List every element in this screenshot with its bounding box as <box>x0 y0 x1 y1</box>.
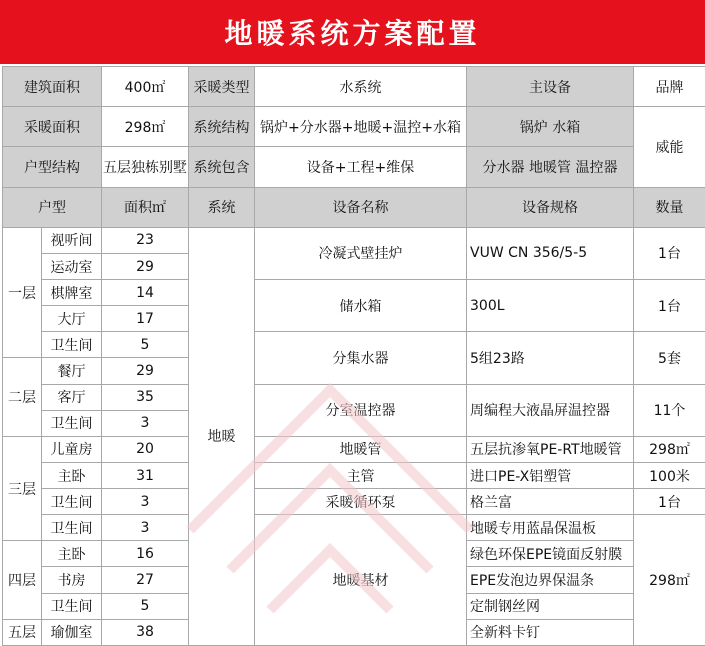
equipment-qty: 1台 <box>634 280 705 332</box>
room-area: 31 <box>102 462 189 488</box>
materials-qty: 298㎡ <box>634 515 705 646</box>
room-name: 主卧 <box>42 462 102 488</box>
heating-area-label: 采暖面积 <box>3 107 102 147</box>
heating-type-label: 采暖类型 <box>189 67 255 107</box>
room-name: 餐厅 <box>42 358 102 384</box>
structure-label: 系统结构 <box>189 107 255 147</box>
room-area: 29 <box>102 358 189 384</box>
room-area: 3 <box>102 489 189 515</box>
room-area: 14 <box>102 280 189 306</box>
materials-spec: 全新料卡钉 <box>467 619 634 645</box>
room-name: 卫生间 <box>42 515 102 541</box>
equipment-qty: 298㎡ <box>634 436 705 462</box>
room-name: 卫生间 <box>42 489 102 515</box>
materials-name: 地暖基材 <box>255 515 467 646</box>
room-name: 卫生间 <box>42 410 102 436</box>
equipment-line2: 分水器 地暖管 温控器 <box>467 147 634 187</box>
equipment-qty: 1台 <box>634 227 705 279</box>
equipment-name: 冷凝式壁挂炉 <box>255 227 467 279</box>
room-name: 棋牌室 <box>42 280 102 306</box>
system-cell: 地暖 <box>189 227 255 645</box>
equipment-spec: 300L <box>467 280 634 332</box>
includes-value: 设备+工程+维保 <box>255 147 467 187</box>
room-area: 27 <box>102 567 189 593</box>
materials-spec: 绿色环保EPE镜面反射膜 <box>467 541 634 567</box>
structure-value: 锅炉+分水器+地暖+温控+水箱 <box>255 107 467 147</box>
floor-1: 一层 <box>3 227 42 358</box>
equipment-spec: 格兰富 <box>467 489 634 515</box>
materials-spec: 定制钢丝网 <box>467 593 634 619</box>
room-name: 卫生间 <box>42 593 102 619</box>
room-name: 儿童房 <box>42 436 102 462</box>
equipment-spec: 五层抗渗氧PE-RT地暖管 <box>467 436 634 462</box>
equipment-name: 分集水器 <box>255 332 467 384</box>
room-name: 视听间 <box>42 227 102 253</box>
room-area: 3 <box>102 410 189 436</box>
room-area: 3 <box>102 515 189 541</box>
equipment-name: 采暖循环泵 <box>255 489 467 515</box>
room-name: 书房 <box>42 567 102 593</box>
equipment-line1: 锅炉 水箱 <box>467 107 634 147</box>
heating-area-value: 298㎡ <box>102 107 189 147</box>
room-area: 23 <box>102 227 189 253</box>
col-equipment-spec: 设备规格 <box>467 187 634 227</box>
equipment-qty: 11个 <box>634 384 705 436</box>
col-system: 系统 <box>189 187 255 227</box>
col-quantity: 数量 <box>634 187 705 227</box>
room-area: 38 <box>102 619 189 645</box>
page-title: 地暖系统方案配置 <box>224 17 481 50</box>
room-area: 5 <box>102 332 189 358</box>
materials-spec: 地暖专用蓝晶保温板 <box>467 515 634 541</box>
equipment-name: 主管 <box>255 462 467 488</box>
floor-4: 四层 <box>3 541 42 619</box>
equipment-name: 储水箱 <box>255 280 467 332</box>
room-name: 卫生间 <box>42 332 102 358</box>
room-area: 35 <box>102 384 189 410</box>
brand-value: 威能 <box>634 107 705 187</box>
col-equipment-name: 设备名称 <box>255 187 467 227</box>
equipment-name: 分室温控器 <box>255 384 467 436</box>
col-area: 面积㎡ <box>102 187 189 227</box>
equipment-spec: VUW CN 356/5-5 <box>467 227 634 279</box>
room-area: 20 <box>102 436 189 462</box>
house-type-label: 户型结构 <box>3 147 102 187</box>
equipment-qty: 1台 <box>634 489 705 515</box>
equipment-spec: 5组23路 <box>467 332 634 384</box>
heating-config-table <box>2 66 705 646</box>
materials-spec: EPE发泡边界保温条 <box>467 567 634 593</box>
equipment-spec: 进口PE-X铝塑管 <box>467 462 634 488</box>
brand-label: 品牌 <box>634 67 705 107</box>
room-name: 主卧 <box>42 541 102 567</box>
heating-type-value: 水系统 <box>255 67 467 107</box>
area-value: 400㎡ <box>102 67 189 107</box>
room-name: 瑜伽室 <box>42 619 102 645</box>
house-type-value: 五层独栋别墅 <box>102 147 189 187</box>
floor-5: 五层 <box>3 619 42 645</box>
floor-3: 三层 <box>3 436 42 541</box>
col-unit: 户型 <box>3 187 102 227</box>
room-area: 16 <box>102 541 189 567</box>
room-area: 29 <box>102 253 189 279</box>
floor-2: 二层 <box>3 358 42 436</box>
equipment-name: 地暖管 <box>255 436 467 462</box>
room-name: 运动室 <box>42 253 102 279</box>
equipment-spec: 周编程大液晶屏温控器 <box>467 384 634 436</box>
equipment-qty: 100米 <box>634 462 705 488</box>
title-bar <box>0 0 705 66</box>
room-area: 17 <box>102 306 189 332</box>
main-equipment-label: 主设备 <box>467 67 634 107</box>
area-label: 建筑面积 <box>3 67 102 107</box>
room-name: 大厅 <box>42 306 102 332</box>
includes-label: 系统包含 <box>189 147 255 187</box>
equipment-qty: 5套 <box>634 332 705 384</box>
room-name: 客厅 <box>42 384 102 410</box>
room-area: 5 <box>102 593 189 619</box>
